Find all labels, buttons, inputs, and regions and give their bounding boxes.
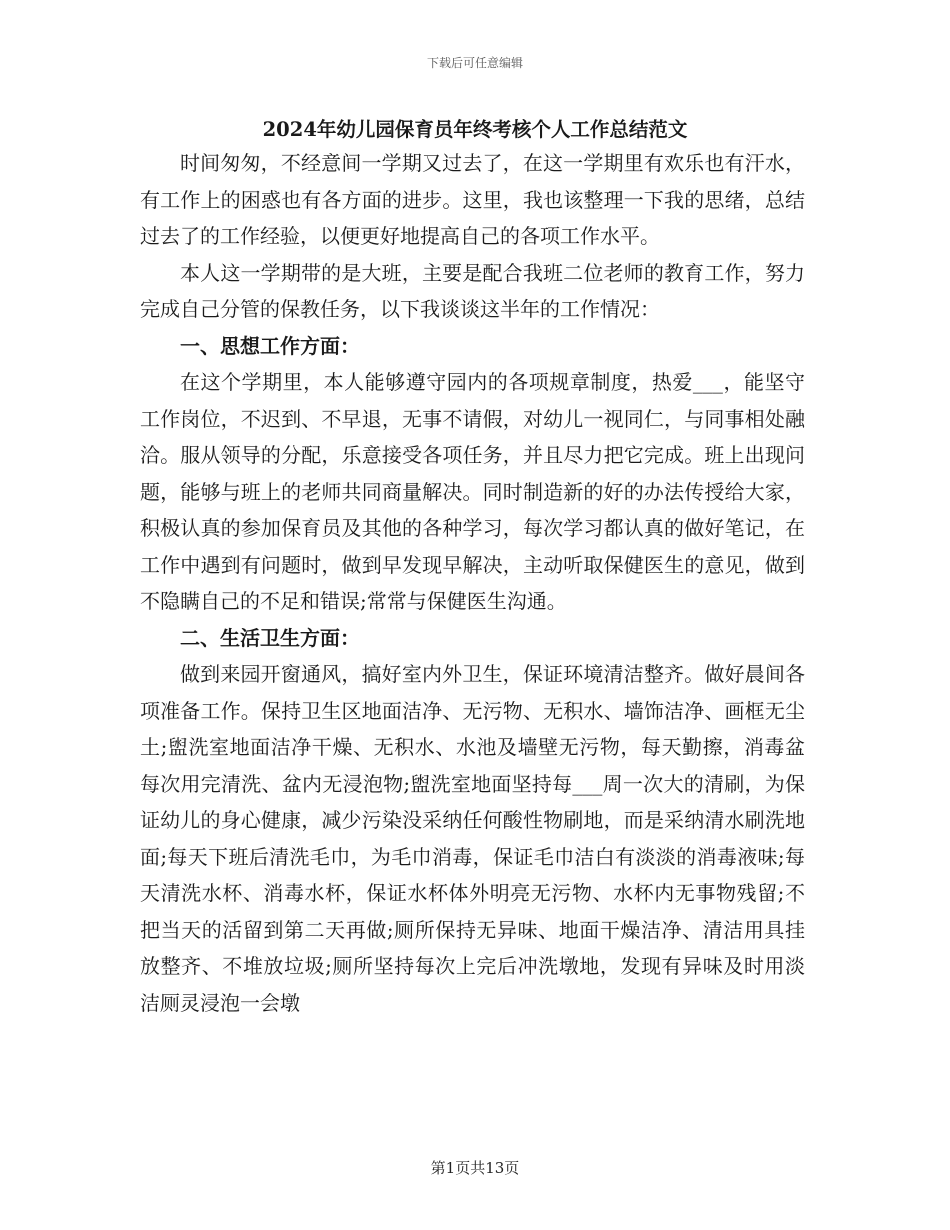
paragraph-ideology: 在这个学期里，本人能够遵守园内的各项规章制度，热爱___，能坚守工作岗位，不迟到、不早退，无事不请假，对幼儿一视同仁，与同事相处融洽。服从领导的分配，乐意接受各项任务，并且尽力把它完成。班上出现问题，能够与班上的老师共同商量解决。同时制造新的好的办法传授给大家，积极认真的参加保育员及其他的各种学习，每次学习都认真的做好笔记，在工作中遇到有问题时，做到早发现早解决，主动听取保健医生的意见，做到不隐瞒自己的不足和错误;常常与保健医生沟通。 — [140, 370, 805, 613]
page-number: 第1页共13页 — [430, 1159, 520, 1177]
header-note: 下载后可任意编辑 — [426, 56, 523, 70]
section-heading-ideology: 一、思想工作方面： — [180, 333, 360, 358]
document-title: 2024年幼儿园保育员年终考核个人工作总结范文 — [262, 118, 688, 141]
paragraph-overview: 本人这一学期带的是大班，主要是配合我班二位老师的教育工作，努力完成自己分管的保教任务，以下我谈谈这半年的工作情况： — [140, 260, 805, 321]
paragraph-hygiene: 做到来园开窗通风，搞好室内外卫生，保证环境清洁整齐。做好晨间各项准备工作。保持卫生区地面洁净、无污物、无积水、墙饰洁净、画框无尘土;盥洗室地面洁净干燥、无积水、水池及墙壁无污物，每天勤擦，消毒盆每次用完清洗、盆内无浸泡物;盥洗室地面坚持每___周一次大的清刷，为保证幼儿的身心健康，减少污染没采纳任何酸性物刷地，而是采纳清水刷洗地面;每天下班后清洗毛巾，为毛巾消毒，保证毛巾洁白有淡淡的消毒液味;每天清洗水杯、消毒水杯，保证水杯体外明亮无污物、水杯内无事物残留;不把当天的活留到第二天再做;厕所保持无异味、地面干燥洁净、清洁用具挂放整齐、不堆放垃圾;厕所坚持每次上完后冲洗墩地，发现有异味及时用淡洁厕灵浸泡一会墩 — [140, 662, 805, 1015]
paragraph-intro: 时间匆匆，不经意间一学期又过去了，在这一学期里有欢乐也有汗水，有工作上的困惑也有各方面的进步。这里，我也该整理一下我的思绪，总结过去了的工作经验，以便更好地提高自己的各项工作水平。 — [140, 151, 805, 248]
document-body — [140, 145, 805, 1021]
section-heading-hygiene: 二、生活卫生方面： — [180, 625, 360, 650]
